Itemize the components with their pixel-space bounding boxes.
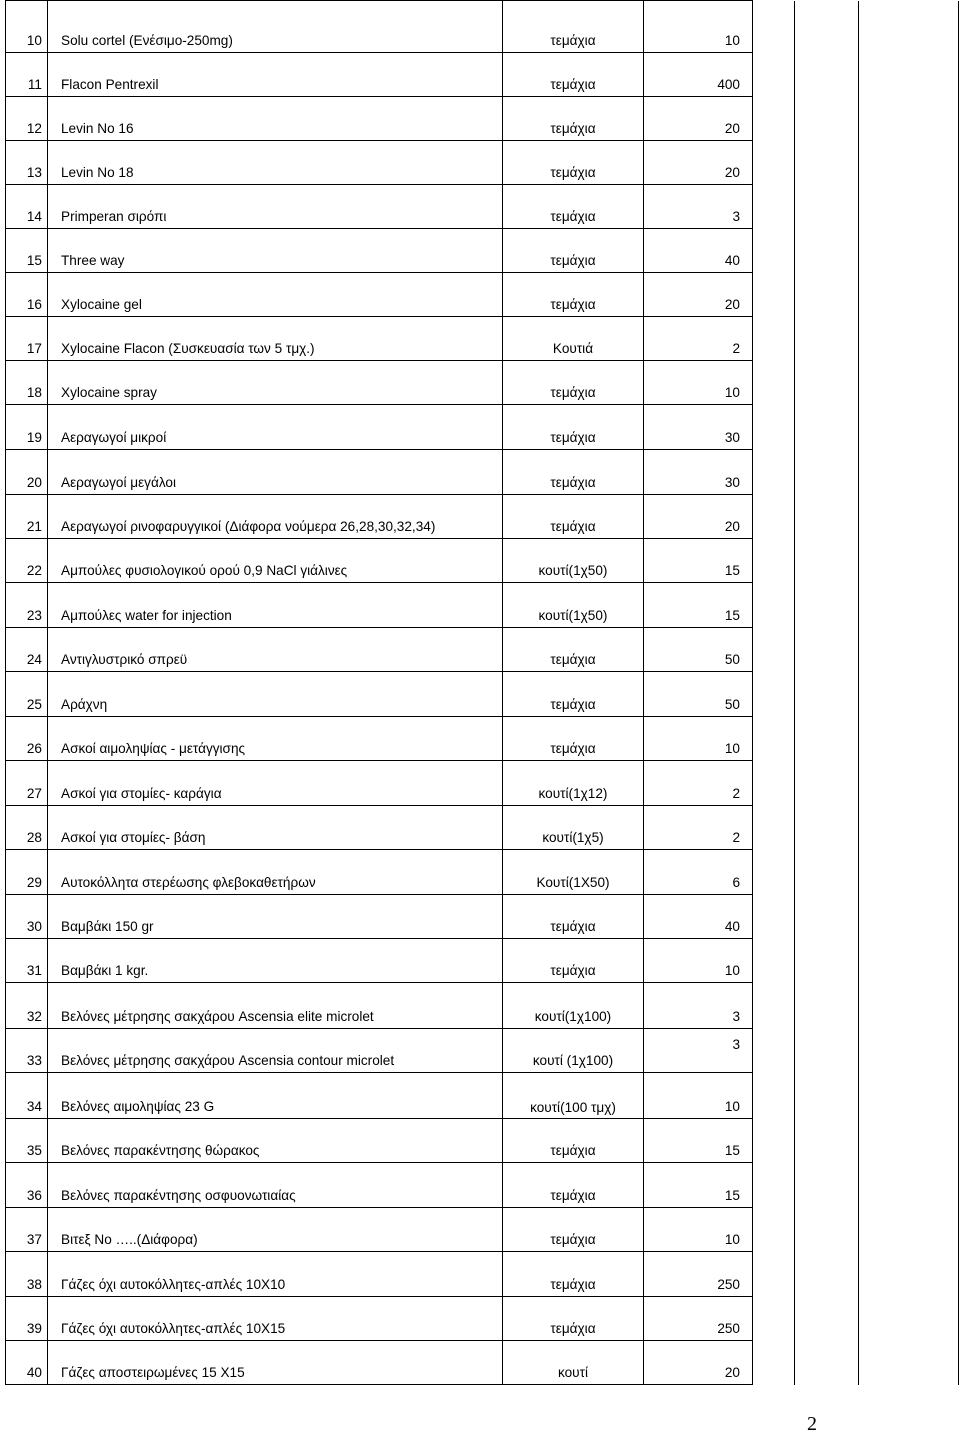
row-number-cell: 20: [6, 450, 48, 495]
table-row: [6, 495, 959, 539]
quantity-cell: 10: [644, 717, 753, 761]
unit-cell: κουτί: [503, 1341, 644, 1385]
blank-cell: [859, 1, 959, 53]
row-number-cell: 16: [6, 273, 48, 317]
quantity-cell: 10: [644, 939, 753, 983]
description-cell: Ασκοί για στομίες- καράγια: [48, 761, 503, 806]
unit-cell: κουτί(1χ50): [503, 583, 644, 628]
table-row: [6, 583, 959, 628]
unit-cell: κουτί (1χ100): [503, 1029, 644, 1073]
blank-cell: [753, 1029, 795, 1073]
description-cell: Three way: [48, 229, 503, 273]
table-body: [6, 1, 959, 1385]
blank-cell: [859, 806, 959, 850]
blank-cell: [753, 1163, 795, 1208]
blank-cell: [795, 141, 859, 185]
blank-cell: [753, 717, 795, 761]
blank-cell: [753, 939, 795, 983]
unit-cell: τεμάχια: [503, 1297, 644, 1341]
description-cell: Αμπούλες φυσιολογικού ορού 0,9 NaCl γιάλινες: [48, 539, 503, 583]
supplies-table: [5, 0, 959, 1385]
row-number-cell: 40: [6, 1341, 48, 1385]
blank-cell: [753, 539, 795, 583]
quantity-cell: 6: [644, 850, 753, 895]
description-cell: Αυτοκόλλητα στερέωσης φλεβοκαθετήρων: [48, 850, 503, 895]
row-number-cell: 14: [6, 185, 48, 229]
blank-cell: [753, 53, 795, 97]
row-number-cell: 27: [6, 761, 48, 806]
blank-cell: [859, 450, 959, 495]
table-row: [6, 97, 959, 141]
table-row: [6, 450, 959, 495]
description-cell: Xylocaine spray: [48, 361, 503, 405]
blank-cell: [795, 939, 859, 983]
quantity-cell: 20: [644, 273, 753, 317]
quantity-cell: 20: [644, 97, 753, 141]
blank-cell: [753, 628, 795, 672]
description-cell: Primperan σιρόπι: [48, 185, 503, 229]
description-cell: Αντιγλυστρικό σπρεϋ: [48, 628, 503, 672]
quantity-cell: 15: [644, 1119, 753, 1163]
unit-cell: κουτί(1χ50): [503, 539, 644, 583]
table-row: [6, 1119, 959, 1163]
unit-cell: τεμάχια: [503, 895, 644, 939]
description-cell: Αεραγωγοί ρινοφαρυγγικοί (Διάφορα νούμερα 26,28,30,32,34): [48, 495, 503, 539]
blank-cell: [795, 273, 859, 317]
blank-cell: [753, 361, 795, 405]
unit-cell: τεμάχια: [503, 939, 644, 983]
quantity-cell: 10: [644, 1073, 753, 1119]
blank-cell: [753, 1297, 795, 1341]
unit-cell: κουτί(1χ100): [503, 983, 644, 1029]
table-row: [6, 185, 959, 229]
quantity-cell: 10: [644, 1, 753, 53]
blank-cell: [859, 583, 959, 628]
blank-cell: [753, 761, 795, 806]
quantity-cell: 30: [644, 450, 753, 495]
description-cell: Βελόνες παρακέντησης θώρακος: [48, 1119, 503, 1163]
blank-cell: [753, 1341, 795, 1385]
blank-cell: [795, 97, 859, 141]
table-row: [6, 361, 959, 405]
unit-cell: τεμάχια: [503, 628, 644, 672]
blank-cell: [859, 1163, 959, 1208]
blank-cell: [859, 185, 959, 229]
quantity-cell: 2: [644, 761, 753, 806]
unit-cell: τεμάχια: [503, 450, 644, 495]
unit-cell: τεμάχια: [503, 229, 644, 273]
blank-cell: [753, 1208, 795, 1252]
table-row: [6, 672, 959, 717]
blank-cell: [753, 229, 795, 273]
table-row: [6, 1, 959, 53]
blank-cell: [859, 983, 959, 1029]
quantity-cell: 50: [644, 672, 753, 717]
blank-cell: [795, 761, 859, 806]
blank-cell: [795, 628, 859, 672]
description-cell: Levin No 18: [48, 141, 503, 185]
quantity-cell: 3: [644, 983, 753, 1029]
blank-cell: [795, 405, 859, 450]
blank-cell: [795, 1252, 859, 1297]
blank-cell: [795, 1163, 859, 1208]
description-cell: Αράχνη: [48, 672, 503, 717]
blank-cell: [795, 229, 859, 273]
blank-cell: [753, 97, 795, 141]
row-number-cell: 37: [6, 1208, 48, 1252]
unit-cell: τεμάχια: [503, 273, 644, 317]
row-number-cell: 11: [6, 53, 48, 97]
description-cell: Xylocaine Flacon (Συσκευασία των 5 τμχ.): [48, 317, 503, 361]
row-number-cell: 15: [6, 229, 48, 273]
quantity-cell: 250: [644, 1297, 753, 1341]
blank-cell: [859, 141, 959, 185]
quantity-cell: 10: [644, 361, 753, 405]
quantity-cell: 20: [644, 1341, 753, 1385]
quantity-cell: 3: [644, 185, 753, 229]
blank-cell: [795, 583, 859, 628]
unit-cell: τεμάχια: [503, 1208, 644, 1252]
table-row: [6, 229, 959, 273]
table-row: [6, 1252, 959, 1297]
blank-cell: [795, 895, 859, 939]
blank-cell: [795, 450, 859, 495]
row-number-cell: 28: [6, 806, 48, 850]
blank-cell: [859, 1029, 959, 1073]
table-row: [6, 273, 959, 317]
blank-cell: [753, 185, 795, 229]
quantity-cell: 40: [644, 229, 753, 273]
blank-cell: [795, 361, 859, 405]
blank-cell: [753, 1073, 795, 1119]
description-cell: Levin No 16: [48, 97, 503, 141]
blank-cell: [795, 53, 859, 97]
quantity-cell: 40: [644, 895, 753, 939]
blank-cell: [859, 628, 959, 672]
blank-cell: [753, 405, 795, 450]
blank-cell: [795, 495, 859, 539]
blank-cell: [795, 317, 859, 361]
row-number-cell: 36: [6, 1163, 48, 1208]
table-row: [6, 1208, 959, 1252]
description-cell: Βελόνες μέτρησης σακχάρου Ascensia elite microlet: [48, 983, 503, 1029]
description-cell: Ασκοί αιμοληψίας - μετάγγισης: [48, 717, 503, 761]
blank-cell: [753, 1119, 795, 1163]
row-number-cell: 24: [6, 628, 48, 672]
blank-cell: [753, 450, 795, 495]
blank-cell: [859, 1119, 959, 1163]
table-row: [6, 317, 959, 361]
blank-cell: [753, 983, 795, 1029]
unit-cell: τεμάχια: [503, 53, 644, 97]
description-cell: Xylocaine gel: [48, 273, 503, 317]
quantity-cell: 30: [644, 405, 753, 450]
table-row: [6, 539, 959, 583]
table-row: [6, 983, 959, 1029]
blank-cell: [753, 273, 795, 317]
table-row: [6, 761, 959, 806]
row-number-cell: 32: [6, 983, 48, 1029]
row-number-cell: 35: [6, 1119, 48, 1163]
description-cell: Βελόνες παρακέντησης οσφυονωτιαίας: [48, 1163, 503, 1208]
blank-cell: [753, 1252, 795, 1297]
description-cell: Βελόνες μέτρησης σακχάρου Ascensia contour microlet: [48, 1029, 503, 1073]
table-row: [6, 405, 959, 450]
quantity-cell: 20: [644, 141, 753, 185]
quantity-cell: 3: [644, 1029, 753, 1073]
unit-cell: τεμάχια: [503, 672, 644, 717]
table-row: [6, 1073, 959, 1119]
description-cell: Γάζες όχι αυτοκόλλητες-απλές 10Χ15: [48, 1297, 503, 1341]
description-cell: Βαμβάκι 1 kgr.: [48, 939, 503, 983]
blank-cell: [859, 895, 959, 939]
unit-cell: τεμάχια: [503, 141, 644, 185]
quantity-cell: 2: [644, 806, 753, 850]
quantity-cell: 50: [644, 628, 753, 672]
blank-cell: [795, 717, 859, 761]
description-cell: Αμπούλες water for injection: [48, 583, 503, 628]
table-row: [6, 1297, 959, 1341]
blank-cell: [859, 761, 959, 806]
row-number-cell: 21: [6, 495, 48, 539]
blank-cell: [795, 850, 859, 895]
description-cell: Γάζες όχι αυτοκόλλητες-απλές 10Χ10: [48, 1252, 503, 1297]
description-cell: Αεραγωγοί μικροί: [48, 405, 503, 450]
page-number: 2: [807, 1413, 817, 1435]
table-row: [6, 1029, 959, 1073]
table-row: [6, 717, 959, 761]
quantity-cell: 15: [644, 1163, 753, 1208]
description-cell: Ασκοί για στομίες- βάση: [48, 806, 503, 850]
table-row: [6, 850, 959, 895]
blank-cell: [753, 672, 795, 717]
unit-cell: τεμάχια: [503, 1252, 644, 1297]
blank-cell: [859, 1252, 959, 1297]
unit-cell: τεμάχια: [503, 717, 644, 761]
unit-cell: Κουτιά: [503, 317, 644, 361]
blank-cell: [859, 405, 959, 450]
blank-cell: [795, 539, 859, 583]
unit-cell: κουτί(1χ5): [503, 806, 644, 850]
row-number-cell: 13: [6, 141, 48, 185]
quantity-cell: 20: [644, 495, 753, 539]
blank-cell: [753, 1, 795, 53]
blank-cell: [859, 495, 959, 539]
blank-cell: [753, 850, 795, 895]
description-cell: Αεραγωγοί μεγάλοι: [48, 450, 503, 495]
unit-cell: κουτί(1χ12): [503, 761, 644, 806]
description-cell: Βιτεξ Νο …..(Διάφορα): [48, 1208, 503, 1252]
table-row: [6, 628, 959, 672]
row-number-cell: 10: [6, 1, 48, 53]
description-cell: Βελόνες αιμοληψίας 23 G: [48, 1073, 503, 1119]
row-number-cell: 26: [6, 717, 48, 761]
quantity-cell: 10: [644, 1208, 753, 1252]
unit-cell: Κουτί(1Χ50): [503, 850, 644, 895]
blank-cell: [859, 229, 959, 273]
blank-cell: [859, 539, 959, 583]
row-number-cell: 31: [6, 939, 48, 983]
blank-cell: [859, 1341, 959, 1385]
blank-cell: [795, 1029, 859, 1073]
row-number-cell: 29: [6, 850, 48, 895]
unit-cell: τεμάχια: [503, 1, 644, 53]
row-number-cell: 33: [6, 1029, 48, 1073]
row-number-cell: 38: [6, 1252, 48, 1297]
unit-cell: τεμάχια: [503, 1163, 644, 1208]
unit-cell: τεμάχια: [503, 361, 644, 405]
blank-cell: [795, 1, 859, 53]
description-cell: Βαμβάκι 150 gr: [48, 895, 503, 939]
quantity-cell: 250: [644, 1252, 753, 1297]
unit-cell: τεμάχια: [503, 405, 644, 450]
blank-cell: [859, 850, 959, 895]
blank-cell: [859, 1297, 959, 1341]
description-cell: Solu cortel (Ενέσιμο-250mg): [48, 1, 503, 53]
table-row: [6, 141, 959, 185]
blank-cell: [795, 1297, 859, 1341]
blank-cell: [795, 806, 859, 850]
row-number-cell: 18: [6, 361, 48, 405]
blank-cell: [795, 1073, 859, 1119]
table-row: [6, 53, 959, 97]
blank-cell: [753, 317, 795, 361]
blank-cell: [795, 983, 859, 1029]
blank-cell: [795, 185, 859, 229]
blank-cell: [859, 939, 959, 983]
row-number-cell: 23: [6, 583, 48, 628]
blank-cell: [753, 806, 795, 850]
blank-cell: [795, 1341, 859, 1385]
blank-cell: [859, 361, 959, 405]
quantity-cell: 2: [644, 317, 753, 361]
quantity-cell: 15: [644, 583, 753, 628]
row-number-cell: 17: [6, 317, 48, 361]
blank-cell: [753, 895, 795, 939]
blank-cell: [859, 717, 959, 761]
blank-cell: [859, 317, 959, 361]
table-row: [6, 1341, 959, 1385]
unit-cell: κουτί(100 τμχ): [503, 1073, 644, 1119]
row-number-cell: 34: [6, 1073, 48, 1119]
unit-cell: τεμάχια: [503, 97, 644, 141]
description-cell: Flacon Pentrexil: [48, 53, 503, 97]
blank-cell: [753, 583, 795, 628]
blank-cell: [795, 1208, 859, 1252]
table-row: [6, 895, 959, 939]
row-number-cell: 12: [6, 97, 48, 141]
blank-cell: [859, 97, 959, 141]
unit-cell: τεμάχια: [503, 1119, 644, 1163]
blank-cell: [859, 273, 959, 317]
blank-cell: [795, 672, 859, 717]
blank-cell: [859, 672, 959, 717]
row-number-cell: 25: [6, 672, 48, 717]
row-number-cell: 30: [6, 895, 48, 939]
blank-cell: [859, 53, 959, 97]
quantity-cell: 15: [644, 539, 753, 583]
blank-cell: [795, 1119, 859, 1163]
unit-cell: τεμάχια: [503, 185, 644, 229]
quantity-cell: 400: [644, 53, 753, 97]
blank-cell: [859, 1208, 959, 1252]
blank-cell: [753, 495, 795, 539]
row-number-cell: 39: [6, 1297, 48, 1341]
row-number-cell: 19: [6, 405, 48, 450]
row-number-cell: 22: [6, 539, 48, 583]
description-cell: Γάζες αποστειρωμένες 15 Χ15: [48, 1341, 503, 1385]
unit-cell: τεμάχια: [503, 495, 644, 539]
blank-cell: [753, 141, 795, 185]
blank-cell: [859, 1073, 959, 1119]
table-row: [6, 806, 959, 850]
table-row: [6, 1163, 959, 1208]
table-row: [6, 939, 959, 983]
